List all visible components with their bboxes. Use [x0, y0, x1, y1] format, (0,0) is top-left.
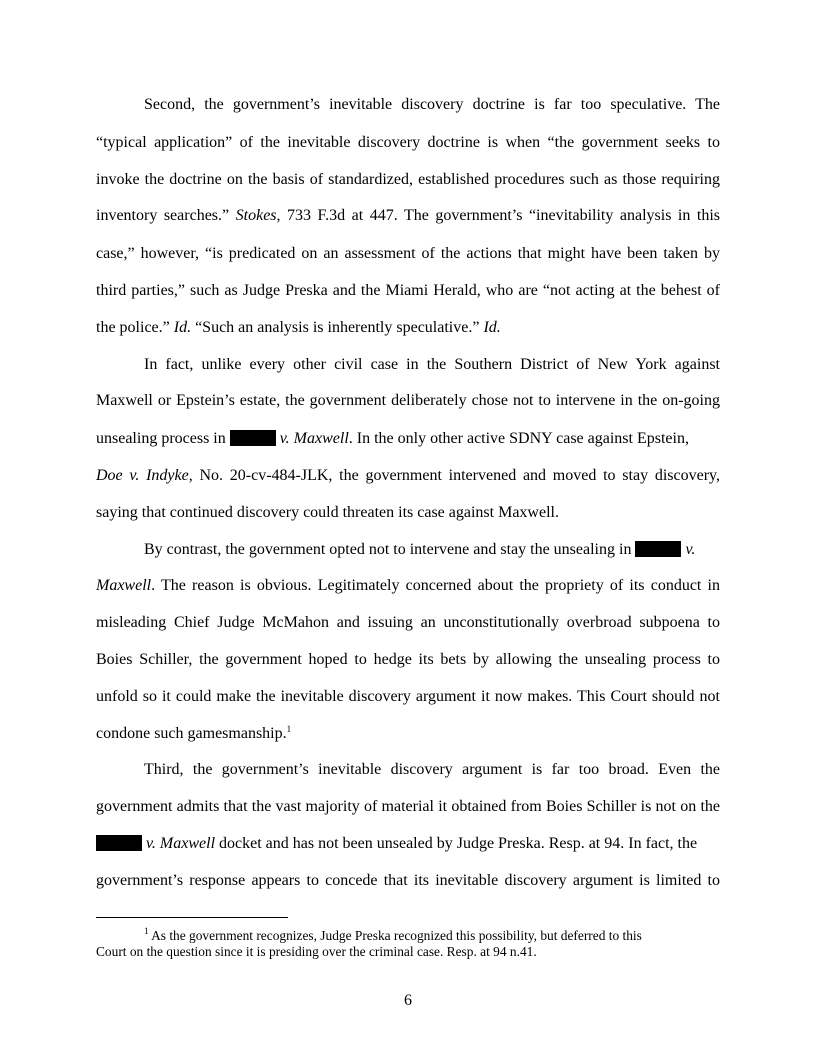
text-line — [96, 466, 720, 486]
text-line: invoke the doctrine on the basis of standardized, established procedures such as those requiring — [96, 171, 720, 188]
text-run: the police.” — [96, 319, 174, 336]
text-line: case,” however, “is predicated on an assessment of the actions that might have been taken by — [96, 245, 720, 262]
text-line: government’s response appears to concede that its inevitable discovery argument is limited to — [96, 872, 720, 889]
footnote-line: Court on the question since it is presiding over the criminal case. Resp. at 94 n.41. — [96, 944, 537, 959]
footnote-text: As the government recognizes, Judge Preska recognized this possibility, but deferred to this — [148, 928, 642, 943]
text-run: “Such an analysis is inherently speculative.” — [191, 319, 484, 336]
footnote-marker: 1 — [144, 926, 149, 936]
text-run: docket and has not been unsealed by Judge Preska. Resp. at 94. In fact, the — [215, 835, 698, 852]
text-line: misleading Chief Judge McMahon and issuing an unconstitutionally overbroad subpoena to — [96, 614, 720, 631]
footnote-line — [144, 928, 720, 944]
text-run: By contrast, the government opted not to intervene and stay the unsealing in — [144, 541, 636, 558]
id-citation: Id. — [483, 319, 501, 336]
text-line: In fact, unlike every other civil case in the Southern District of New York against — [144, 356, 720, 373]
text-line: Boies Schiller, the government hoped to hedge its bets by allowing the unsealing process to — [96, 651, 720, 668]
text-run: . The reason is obvious. Legitimately concerned about the propriety of its conduct in — [151, 577, 720, 594]
footnote-separator — [96, 917, 288, 918]
text-line: Second, the government’s inevitable discovery doctrine is far too speculative. The — [144, 96, 720, 113]
text-line — [96, 206, 720, 226]
redaction-box — [230, 430, 276, 446]
text-run: , 733 F.3d at 447. The government’s “inevitability analysis in this — [276, 207, 721, 224]
text-line: “typical application” of the inevitable discovery doctrine is when “the government seeks to — [96, 134, 720, 151]
text-run: . In the only other active SDNY case against Epstein, — [348, 430, 689, 447]
text-line — [96, 834, 720, 854]
text-run: , No. 20-cv-484-JLK, the government intervened and moved to stay discovery, — [188, 467, 721, 484]
case-name: Doe v. Indyke — [96, 467, 189, 484]
text-line: government admits that the vast majority of material it obtained from Boies Schiller is not on the — [96, 798, 720, 815]
text-run: condone such gamesmanship. — [96, 725, 287, 742]
text-line: saying that continued discovery could threaten its case against Maxwell. — [96, 504, 559, 521]
case-name: v. Maxwell — [146, 835, 216, 852]
case-name: v. Maxwell — [279, 430, 349, 447]
id-citation: Id. — [173, 319, 192, 336]
text-line: Maxwell or Epstein’s estate, the government deliberately chose not to intervene in the on-going — [96, 392, 720, 409]
page-number: 6 — [404, 992, 412, 1009]
text-line — [96, 318, 720, 338]
text-line — [96, 429, 720, 449]
text-line: unfold so it could make the inevitable discovery argument it now makes. This Court should not — [96, 688, 720, 705]
text-run: inventory searches.” — [96, 207, 236, 224]
text-run: unsealing process in — [96, 430, 230, 447]
text-line — [96, 576, 720, 596]
redaction-box — [635, 541, 681, 557]
text-line: third parties,” such as Judge Preska and the Miami Herald, who are “not acting at the behest of — [96, 282, 720, 299]
text-line: Third, the government’s inevitable discovery argument is far too broad. Even the — [144, 761, 720, 778]
text-line — [144, 540, 720, 560]
footnote-reference[interactable]: 1 — [286, 724, 292, 734]
text-line — [96, 724, 720, 744]
case-name: v. — [685, 541, 696, 558]
case-name: Maxwell — [96, 577, 152, 594]
redaction-box — [96, 835, 142, 851]
case-citation: Stokes — [235, 207, 277, 224]
